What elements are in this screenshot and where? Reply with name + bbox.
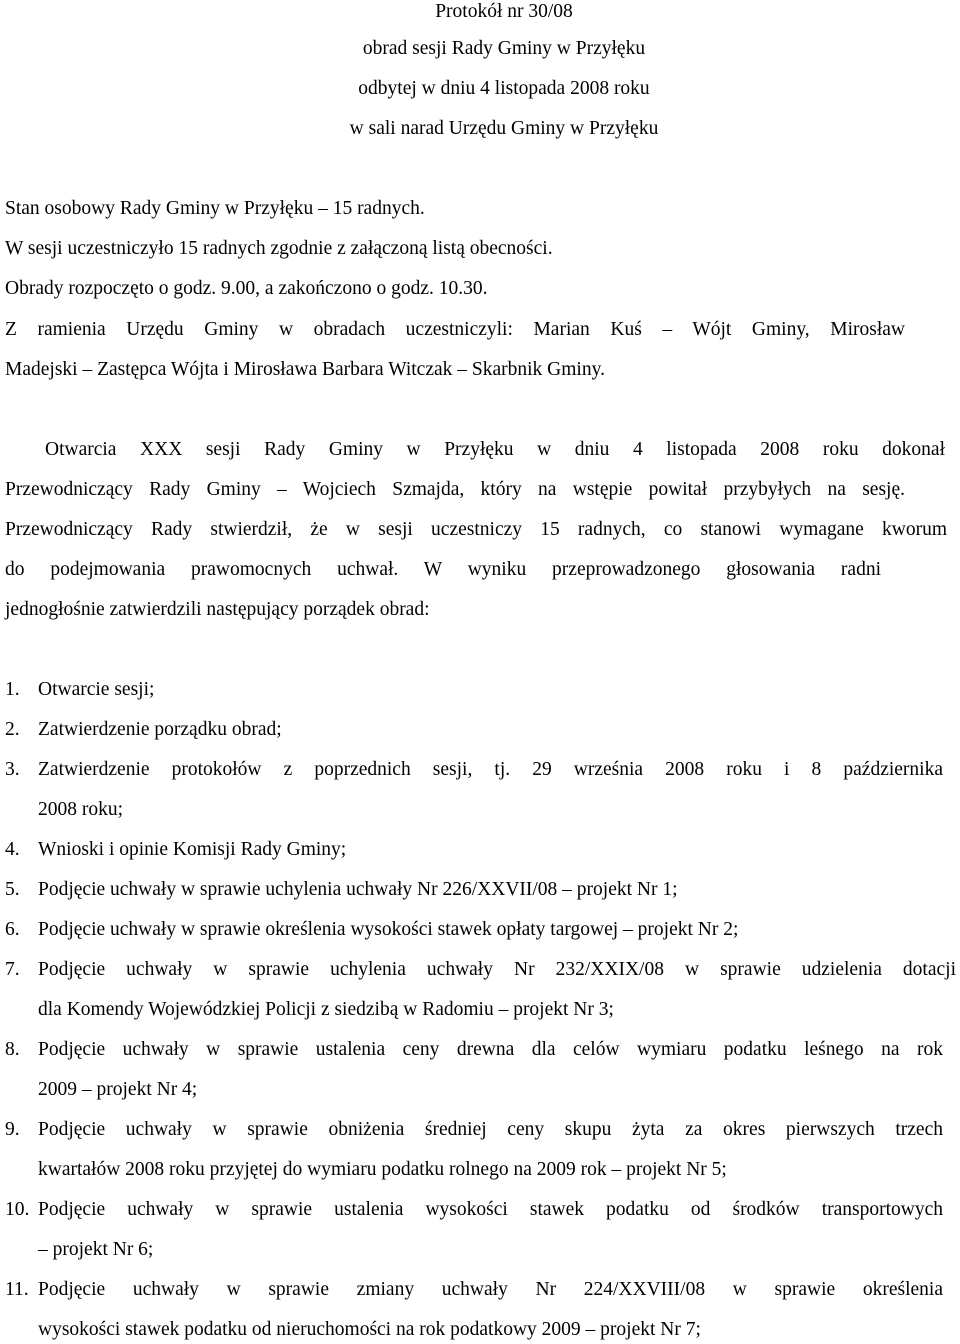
agenda-text-continued: wysokości stawek podatku od nieruchomości na rok podatkowy 2009 – projekt Nr 7;: [38, 1319, 701, 1340]
intro-line-attendance: W sesji uczestniczyło 15 radnych zgodnie z załączoną listą obecności.: [5, 238, 553, 259]
intro-line-composition: Stan osobowy Rady Gminy w Przyłęku – 15 radnych.: [5, 198, 425, 219]
header-line-place: w sali narad Urzędu Gminy w Przyłęku: [349, 118, 659, 139]
agenda-number: 5.: [5, 879, 20, 900]
intro-line-hours: Obrady rozpoczęto o godz. 9.00, a zakończono o godz. 10.30.: [5, 278, 488, 299]
agenda-text-continued: 2009 – projekt Nr 4;: [38, 1079, 198, 1100]
agenda-number: 8.: [5, 1039, 20, 1060]
agenda-text: Zatwierdzenie protokołów z poprzednich sesji, tj. 29 września 2008 roku i 8 października: [38, 759, 943, 780]
agenda-number: 9.: [5, 1119, 20, 1140]
agenda-number: 3.: [5, 759, 20, 780]
agenda-number: 4.: [5, 839, 20, 860]
protocol-title: Protokół nr 30/08: [435, 1, 573, 22]
agenda-number: 6.: [5, 919, 20, 940]
agenda-text: Wnioski i opinie Komisji Rady Gminy;: [38, 839, 347, 860]
intro-line-officials-cont: Madejski – Zastępca Wójta i Mirosława Barbara Witczak – Skarbnik Gminy.: [5, 359, 605, 380]
agenda-text: Podjęcie uchwały w sprawie określenia wysokości stawek opłaty targowej – projekt Nr 2;: [38, 919, 739, 940]
body-paragraph-line: Przewodniczący Rady Gminy – Wojciech Szmajda, który na wstępie powitał przybyłych na sesję.: [5, 479, 905, 500]
agenda-number: 2.: [5, 719, 20, 740]
agenda-text: Podjęcie uchwały w sprawie ustalenia ceny drewna dla celów wymiaru podatku leśnego na rok: [38, 1039, 943, 1060]
agenda-text: Podjęcie uchwały w sprawie uchylenia uchwały Nr 232/XXIX/08 w sprawie udzielenia dotacji: [38, 959, 956, 980]
header-line-session: obrad sesji Rady Gminy w Przyłęku: [362, 38, 646, 59]
agenda-text: Podjęcie uchwały w sprawie obniżenia średniej ceny skupu żyta za okres pierwszych trzech: [38, 1119, 943, 1140]
body-paragraph-line: Przewodniczący Rady stwierdził, że w sesji uczestniczy 15 radnych, co stanowi wymagane kworum: [5, 519, 947, 540]
agenda-text: Podjęcie uchwały w sprawie zmiany uchwały Nr 224/XXVIII/08 w sprawie określenia: [38, 1279, 943, 1300]
body-paragraph-line: do podejmowania prawomocnych uchwał. W wyniku przeprowadzonego głosowania radni: [5, 559, 881, 580]
agenda-number: 1.: [5, 679, 20, 700]
agenda-text: Otwarcie sesji;: [38, 679, 155, 700]
agenda-number: 7.: [5, 959, 20, 980]
agenda-text-continued: dla Komendy Wojewódzkiej Policji z siedzibą w Radomiu – projekt Nr 3;: [38, 999, 614, 1020]
agenda-number: 10.: [5, 1199, 30, 1220]
agenda-text: Podjęcie uchwały w sprawie ustalenia wysokości stawek podatku od środków transportowych: [38, 1199, 943, 1220]
body-paragraph-line: Otwarcia XXX sesji Rady Gminy w Przyłęku w dniu 4 listopada 2008 roku dokonał: [45, 439, 945, 460]
agenda-text: Podjęcie uchwały w sprawie uchylenia uchwały Nr 226/XXVII/08 – projekt Nr 1;: [38, 879, 678, 900]
agenda-text-continued: kwartałów 2008 roku przyjętej do wymiaru podatku rolnego na 2009 rok – projekt Nr 5;: [38, 1159, 727, 1180]
agenda-number: 11.: [5, 1279, 29, 1300]
intro-line-officials: Z ramienia Urzędu Gminy w obradach uczestniczyli: Marian Kuś – Wójt Gminy, Mirosław: [5, 319, 905, 340]
body-paragraph-line: jednogłośnie zatwierdzili następujący porządek obrad:: [5, 599, 430, 620]
agenda-text-continued: 2008 roku;: [38, 799, 124, 820]
agenda-text: Zatwierdzenie porządku obrad;: [38, 719, 282, 740]
agenda-text-continued: – projekt Nr 6;: [38, 1239, 154, 1260]
header-line-date: odbytej w dniu 4 listopada 2008 roku: [358, 78, 650, 99]
